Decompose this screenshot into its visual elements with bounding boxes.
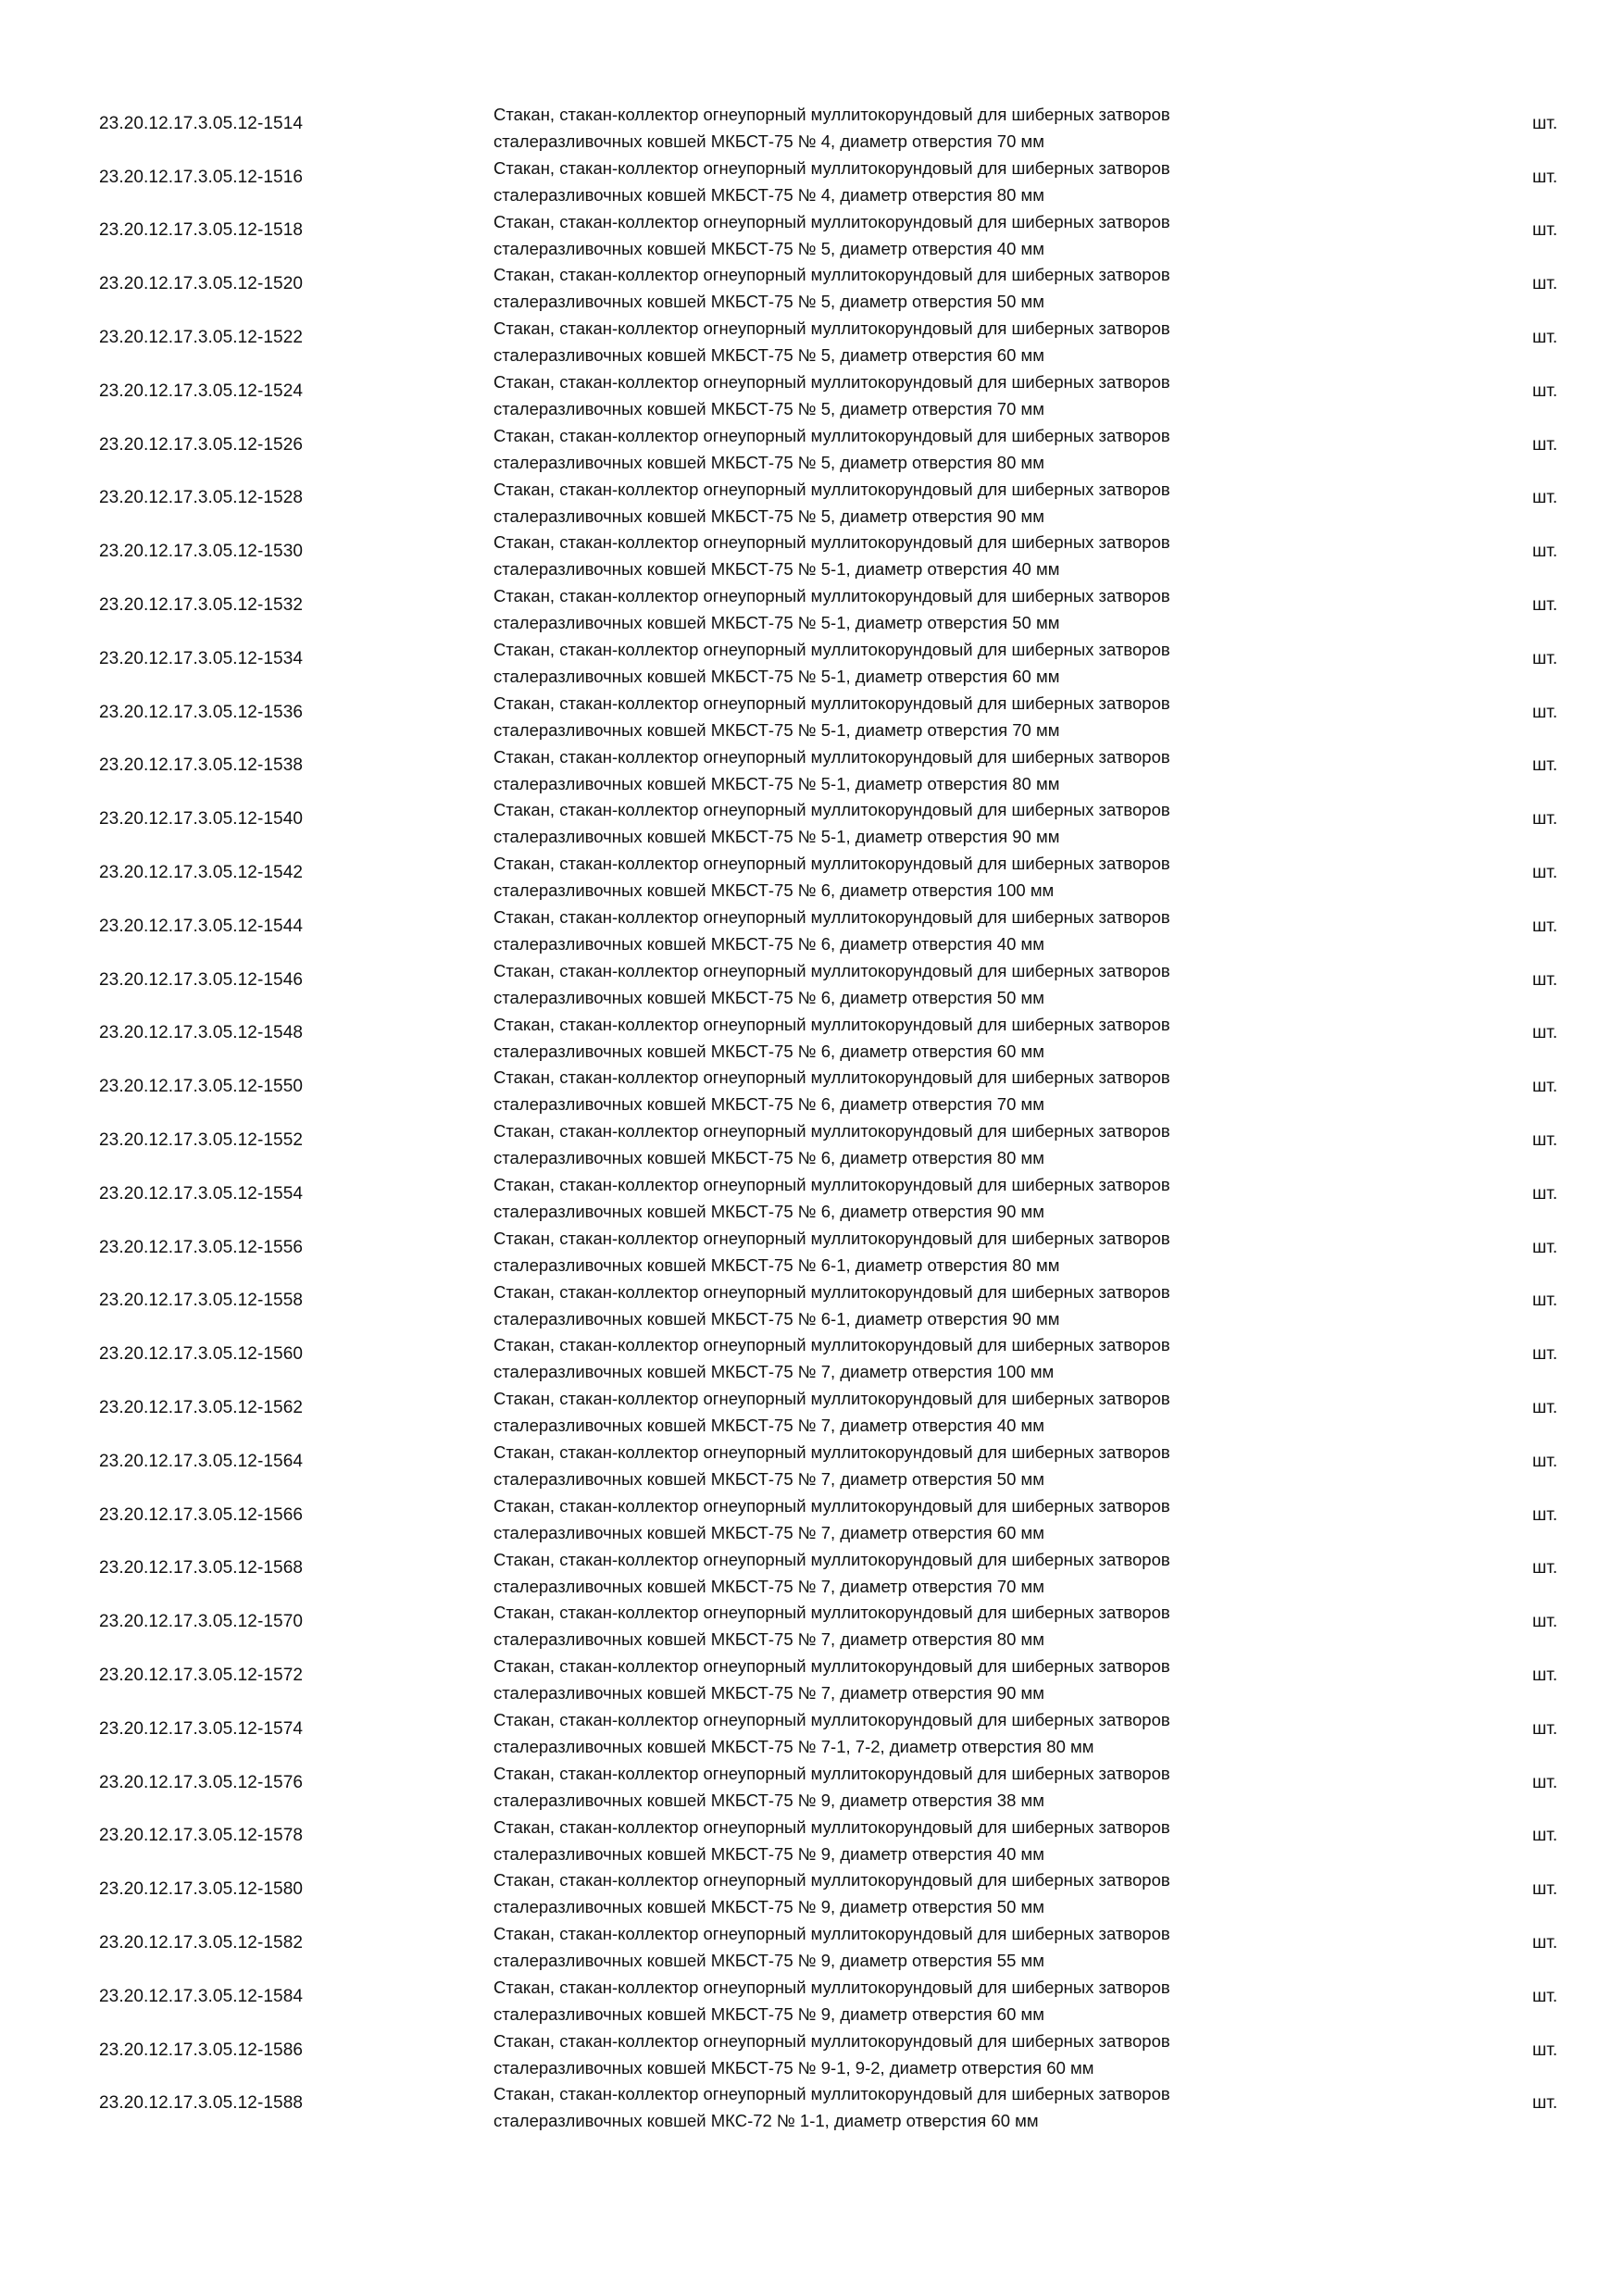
description-line-2: сталеразливочных ковшей МКБСТ-75 № 5-1, диаметр отверстия 50 мм — [493, 613, 1060, 633]
unit-of-measure: шт. — [1532, 1504, 1558, 1525]
resource-code: 23.20.12.17.3.05.12-1580 — [99, 1879, 304, 1900]
resource-code: 23.20.12.17.3.05.12-1572 — [99, 1666, 304, 1685]
resource-description — [493, 261, 1364, 315]
resource-code: 23.20.12.17.3.05.12-1526 — [99, 434, 304, 455]
unit-of-measure: шт. — [1532, 1932, 1558, 1953]
unit-of-measure: шт. — [1532, 167, 1558, 187]
description-line-1: Стакан, стакан-коллектор огнеупорный муллитокорундовый для шиберных затворов — [493, 1709, 1170, 1729]
description-line-2: сталеразливочных ковшей МКБСТ-75 № 7, диаметр отверстия 70 мм — [493, 1576, 1044, 1596]
description-line-1: Стакан, стакан-коллектор огнеупорный муллитокорундовый для шиберных затворов — [493, 105, 1170, 124]
resource-description — [493, 1866, 1364, 1920]
unit-of-measure: шт. — [1532, 274, 1558, 294]
unit-of-measure: шт. — [1532, 755, 1558, 776]
table-row — [0, 525, 1624, 579]
description-line-2: сталеразливочных ковшей МКБСТ-75 № 6, диаметр отверстия 60 мм — [493, 1041, 1044, 1061]
resource-code: 23.20.12.17.3.05.12-1576 — [99, 1772, 304, 1792]
resource-description — [493, 1064, 1364, 1117]
resource-description — [493, 2028, 1364, 2081]
resource-code: 23.20.12.17.3.05.12-1528 — [99, 488, 304, 508]
table-row — [0, 1489, 1624, 1542]
resource-code: 23.20.12.17.3.05.12-1550 — [99, 1077, 304, 1097]
resource-description — [493, 1599, 1364, 1653]
resource-code: 23.20.12.17.3.05.12-1546 — [99, 969, 304, 990]
unit-of-measure: шт. — [1532, 809, 1558, 830]
table-row — [0, 257, 1624, 311]
description-line-1: Стакан, стакан-коллектор огнеупорный муллитокорундовый для шиберных затворов — [493, 1763, 1170, 1783]
description-line-2: сталеразливочных ковшей МКБСТ-75 № 6, диаметр отверстия 40 мм — [493, 933, 1044, 954]
resource-code: 23.20.12.17.3.05.12-1570 — [99, 1612, 304, 1632]
description-line-1: Стакан, стакан-коллектор огнеупорный муллитокорундовый для шиберных затворов — [493, 157, 1170, 178]
table-row — [0, 472, 1624, 526]
description-line-2: сталеразливочных ковшей МКБСТ-75 № 7, диаметр отверстия 80 мм — [493, 1629, 1044, 1650]
description-line-2: сталеразливочных ковшей МКБСТ-75 № 5, диаметр отверстия 40 мм — [493, 238, 1044, 258]
description-line-2: сталеразливочных ковшей МКБСТ-75 № 9, диаметр отверстия 55 мм — [493, 1951, 1044, 1971]
resource-description — [493, 208, 1364, 262]
resource-description — [493, 476, 1364, 530]
description-line-1: Стакан, стакан-коллектор огнеупорный муллитокорундовый для шиберных затворов — [493, 1389, 1170, 1409]
description-line-1: Стакан, стакан-коллектор огнеупорный муллитокорундовый для шиберных затворов — [493, 800, 1170, 820]
resource-code: 23.20.12.17.3.05.12-1578 — [99, 1826, 304, 1846]
description-line-1: Стакан, стакан-коллектор огнеупорный муллитокорундовый для шиберных затворов — [493, 1441, 1170, 1462]
table-row — [0, 954, 1624, 1007]
resource-description — [493, 957, 1364, 1011]
description-line-1: Стакан, стакан-коллектор огнеупорный муллитокорундовый для шиберных затворов — [493, 639, 1170, 659]
resource-code: 23.20.12.17.3.05.12-1566 — [99, 1504, 304, 1525]
resource-code: 23.20.12.17.3.05.12-1558 — [99, 1291, 304, 1311]
description-line-2: сталеразливочных ковшей МКБСТ-75 № 5-1, диаметр отверстия 40 мм — [493, 559, 1060, 580]
table-row — [0, 365, 1624, 418]
description-line-2: сталеразливочных ковшей МКБСТ-75 № 6, диаметр отверстия 70 мм — [493, 1094, 1044, 1115]
resource-code: 23.20.12.17.3.05.12-1554 — [99, 1183, 304, 1204]
table-row — [0, 1703, 1624, 1756]
unit-of-measure: шт. — [1532, 2040, 1558, 2060]
resource-description — [493, 1279, 1364, 1332]
description-line-2: сталеразливочных ковшей МКБСТ-75 № 7, диаметр отверстия 100 мм — [493, 1362, 1055, 1382]
resource-code: 23.20.12.17.3.05.12-1564 — [99, 1451, 304, 1471]
resource-code: 23.20.12.17.3.05.12-1556 — [99, 1237, 304, 1257]
description-line-1: Стакан, стакан-коллектор огнеупорный муллитокорундовый для шиберных затворов — [493, 1870, 1170, 1890]
description-line-1: Стакан, стакан-коллектор огнеупорный муллитокорундовый для шиберных затворов — [493, 960, 1170, 980]
resource-description — [493, 1492, 1364, 1546]
table-row — [0, 1863, 1624, 1916]
description-line-1: Стакан, стакан-коллектор огнеупорный муллитокорундовый для шиберных затворов — [493, 746, 1170, 767]
description-line-2: сталеразливочных ковшей МКБСТ-75 № 9, диаметр отверстия 40 мм — [493, 1843, 1044, 1864]
resource-description — [493, 529, 1364, 582]
resource-description — [493, 904, 1364, 957]
resource-description — [493, 1814, 1364, 1867]
table-row — [0, 1595, 1624, 1649]
unit-of-measure: шт. — [1532, 1291, 1558, 1311]
description-line-1: Стакан, стакан-коллектор огнеупорный муллитокорундовый для шиберных затворов — [493, 854, 1170, 874]
resource-description — [493, 1439, 1364, 1492]
resource-description — [493, 422, 1364, 476]
resource-code: 23.20.12.17.3.05.12-1584 — [99, 1986, 304, 2006]
unit-of-measure: шт. — [1532, 1130, 1558, 1151]
resource-description — [493, 1171, 1364, 1225]
resource-code: 23.20.12.17.3.05.12-1588 — [99, 2093, 304, 2114]
description-line-1: Стакан, стакан-коллектор огнеупорный муллитокорундовый для шиберных затворов — [493, 1228, 1170, 1248]
resource-code: 23.20.12.17.3.05.12-1536 — [99, 702, 304, 722]
description-line-1: Стакан, стакан-коллектор огнеупорный муллитокорундовый для шиберных затворов — [493, 1067, 1170, 1088]
unit-of-measure: шт. — [1532, 1344, 1558, 1365]
table-row — [0, 2077, 1624, 2130]
table-row — [0, 1060, 1624, 1114]
resource-code: 23.20.12.17.3.05.12-1518 — [99, 220, 304, 241]
description-line-1: Стакан, стакан-коллектор огнеупорный муллитокорундовый для шиберных затворов — [493, 2084, 1170, 2104]
unit-of-measure: шт. — [1532, 542, 1558, 562]
description-line-1: Стакан, стакан-коллектор огнеупорный муллитокорундовый для шиберных затворов — [493, 318, 1170, 339]
resource-description — [493, 1331, 1364, 1385]
description-line-2: сталеразливочных ковшей МКБСТ-75 № 5, диаметр отверстия 90 мм — [493, 505, 1044, 526]
unit-of-measure: шт. — [1532, 1558, 1558, 1578]
resource-code: 23.20.12.17.3.05.12-1568 — [99, 1558, 304, 1578]
description-line-1: Стакан, стакан-коллектор огнеупорный муллитокорундовый для шиберных затворов — [493, 1495, 1170, 1516]
unit-of-measure: шт. — [1532, 1398, 1558, 1418]
unit-of-measure: шт. — [1532, 1879, 1558, 1900]
description-line-1: Стакан, стакан-коллектор огнеупорный муллитокорундовый для шиберных затворов — [493, 693, 1170, 713]
table-row — [0, 740, 1624, 793]
unit-of-measure: шт. — [1532, 1183, 1558, 1204]
description-line-1: Стакан, стакан-коллектор огнеупорный муллитокорундовый для шиберных затворов — [493, 906, 1170, 927]
resource-code: 23.20.12.17.3.05.12-1514 — [99, 113, 304, 133]
unit-of-measure: шт. — [1532, 702, 1558, 722]
description-line-2: сталеразливочных ковшей МКБСТ-75 № 6, диаметр отверстия 100 мм — [493, 880, 1055, 901]
description-line-1: Стакан, стакан-коллектор огнеупорный муллитокорундовый для шиберных затворов — [493, 1549, 1170, 1569]
description-line-2: сталеразливочных ковшей МКС-72 № 1-1, диаметр отверстия 60 мм — [493, 2111, 1039, 2131]
unit-of-measure: шт. — [1532, 1451, 1558, 1471]
table-row — [0, 1007, 1624, 1061]
description-line-2: сталеразливочных ковшей МКБСТ-75 № 4, диаметр отверстия 80 мм — [493, 184, 1044, 205]
resource-description — [493, 582, 1364, 636]
description-line-2: сталеразливочных ковшей МКБСТ-75 № 5-1, диаметр отверстия 90 мм — [493, 827, 1060, 847]
description-line-2: сталеразливочных ковшей МКБСТ-75 № 6, диаметр отверстия 80 мм — [493, 1148, 1044, 1168]
table-row — [0, 1381, 1624, 1435]
description-line-1: Стакан, стакан-коллектор огнеупорный муллитокорундовый для шиберных затворов — [493, 425, 1170, 445]
resource-description — [493, 636, 1364, 690]
unit-of-measure: шт. — [1532, 488, 1558, 508]
unit-of-measure: шт. — [1532, 595, 1558, 616]
resource-code: 23.20.12.17.3.05.12-1534 — [99, 648, 304, 668]
description-line-1: Стакан, стакан-коллектор огнеупорный муллитокорундовый для шиберных затворов — [493, 265, 1170, 285]
table-row — [0, 1756, 1624, 1810]
resource-code: 23.20.12.17.3.05.12-1540 — [99, 809, 304, 830]
resource-description — [493, 368, 1364, 422]
resource-description — [493, 743, 1364, 797]
unit-of-measure: шт. — [1532, 1826, 1558, 1846]
description-line-2: сталеразливочных ковшей МКБСТ-75 № 5, диаметр отверстия 50 мм — [493, 292, 1044, 312]
resource-description — [493, 1385, 1364, 1439]
description-line-2: сталеразливочных ковшей МКБСТ-75 № 5-1, диаметр отверстия 80 мм — [493, 773, 1060, 793]
table-row — [0, 151, 1624, 205]
resource-description — [493, 315, 1364, 368]
resource-code: 23.20.12.17.3.05.12-1532 — [99, 595, 304, 616]
table-row — [0, 418, 1624, 472]
table-row — [0, 900, 1624, 954]
resource-description — [493, 796, 1364, 850]
description-line-1: Стакан, стакан-коллектор огнеупорный муллитокорундовый для шиберных затворов — [493, 2030, 1170, 2051]
description-line-2: сталеразливочных ковшей МКБСТ-75 № 9, диаметр отверстия 38 мм — [493, 1790, 1044, 1810]
unit-of-measure: шт. — [1532, 916, 1558, 936]
resource-code: 23.20.12.17.3.05.12-1574 — [99, 1718, 304, 1739]
resource-description — [493, 155, 1364, 208]
table-row — [0, 2024, 1624, 2078]
table-row — [0, 1114, 1624, 1167]
resource-description — [493, 850, 1364, 904]
description-line-2: сталеразливочных ковшей МКБСТ-75 № 5-1, диаметр отверстия 70 мм — [493, 719, 1060, 740]
description-line-1: Стакан, стакан-коллектор огнеупорный муллитокорундовый для шиберных затворов — [493, 1656, 1170, 1677]
resource-description — [493, 1117, 1364, 1171]
table-row — [0, 579, 1624, 632]
description-line-1: Стакан, стакан-коллектор огнеупорный муллитокорундовый для шиберных затворов — [493, 1977, 1170, 1997]
table-row — [0, 1970, 1624, 2024]
description-line-1: Стакан, стакан-коллектор огнеупорный муллитокорундовый для шиберных затворов — [493, 1924, 1170, 1944]
description-line-2: сталеразливочных ковшей МКБСТ-75 № 9, диаметр отверстия 60 мм — [493, 2003, 1044, 2024]
table-row — [0, 1221, 1624, 1275]
table-row — [0, 632, 1624, 686]
resource-code: 23.20.12.17.3.05.12-1516 — [99, 167, 304, 187]
table-row — [0, 1275, 1624, 1329]
description-line-2: сталеразливочных ковшей МКБСТ-75 № 6-1, диаметр отверстия 90 мм — [493, 1308, 1060, 1329]
resource-description — [493, 1706, 1364, 1760]
description-line-1: Стакан, стакан-коллектор огнеупорный муллитокорундовый для шиберных затворов — [493, 1603, 1170, 1623]
table-row — [0, 1542, 1624, 1596]
unit-of-measure: шт. — [1532, 381, 1558, 401]
description-line-1: Стакан, стакан-коллектор огнеупорный муллитокорундовый для шиберных затворов — [493, 479, 1170, 499]
description-line-2: сталеразливочных ковшей МКБСТ-75 № 6, диаметр отверстия 90 мм — [493, 1201, 1044, 1221]
table-row — [0, 686, 1624, 740]
resource-description — [493, 1225, 1364, 1279]
description-line-2: сталеразливочных ковшей МКБСТ-75 № 9, диаметр отверстия 50 мм — [493, 1897, 1044, 1917]
resource-code: 23.20.12.17.3.05.12-1522 — [99, 328, 304, 348]
table-row — [0, 97, 1624, 151]
resource-code: 23.20.12.17.3.05.12-1524 — [99, 381, 304, 401]
table-row — [0, 792, 1624, 846]
unit-of-measure: шт. — [1532, 328, 1558, 348]
unit-of-measure: шт. — [1532, 220, 1558, 241]
resource-code: 23.20.12.17.3.05.12-1548 — [99, 1023, 304, 1043]
description-line-1: Стакан, стакан-коллектор огнеупорный муллитокорундовый для шиберных затворов — [493, 1014, 1170, 1034]
resource-code: 23.20.12.17.3.05.12-1582 — [99, 1932, 304, 1953]
unit-of-measure: шт. — [1532, 1718, 1558, 1739]
unit-of-measure: шт. — [1532, 1237, 1558, 1257]
description-line-1: Стакан, стакан-коллектор огнеупорный муллитокорундовый для шиберных затворов — [493, 1816, 1170, 1837]
description-line-1: Стакан, стакан-коллектор огнеупорный муллитокорундовый для шиберных затворов — [493, 211, 1170, 231]
description-line-2: сталеразливочных ковшей МКБСТ-75 № 7, диаметр отверстия 50 мм — [493, 1468, 1044, 1489]
unit-of-measure: шт. — [1532, 969, 1558, 990]
table-row — [0, 1435, 1624, 1489]
resource-code: 23.20.12.17.3.05.12-1562 — [99, 1398, 304, 1418]
resource-code: 23.20.12.17.3.05.12-1520 — [99, 274, 304, 294]
description-line-2: сталеразливочных ковшей МКБСТ-75 № 5-1, диаметр отверстия 60 мм — [493, 666, 1060, 686]
unit-of-measure: шт. — [1532, 1612, 1558, 1632]
resource-code: 23.20.12.17.3.05.12-1586 — [99, 2040, 304, 2060]
unit-of-measure: шт. — [1532, 1666, 1558, 1685]
description-line-1: Стакан, стакан-коллектор огнеупорный муллитокорундовый для шиберных затворов — [493, 1281, 1170, 1302]
description-line-2: сталеразливочных ковшей МКБСТ-75 № 7-1, 7-2, диаметр отверстия 80 мм — [493, 1736, 1094, 1756]
description-line-1: Стакан, стакан-коллектор огнеупорный муллитокорундовый для шиберных затворов — [493, 1335, 1170, 1355]
resource-description — [493, 690, 1364, 743]
resource-description — [493, 1653, 1364, 1706]
unit-of-measure: шт. — [1532, 113, 1558, 133]
resource-description — [493, 1011, 1364, 1065]
unit-of-measure: шт. — [1532, 1986, 1558, 2006]
description-line-1: Стакан, стакан-коллектор огнеупорный муллитокорундовый для шиберных затворов — [493, 371, 1170, 392]
unit-of-measure: шт. — [1532, 1077, 1558, 1097]
description-line-2: сталеразливочных ковшей МКБСТ-75 № 7, диаметр отверстия 90 мм — [493, 1683, 1044, 1703]
resource-description — [493, 1920, 1364, 1974]
resource-description — [493, 1546, 1364, 1600]
table-row — [0, 1167, 1624, 1221]
description-line-2: сталеразливочных ковшей МКБСТ-75 № 7, диаметр отверстия 60 мм — [493, 1522, 1044, 1542]
description-line-2: сталеразливочных ковшей МКБСТ-75 № 6-1, диаметр отверстия 80 мм — [493, 1254, 1060, 1275]
table-row — [0, 846, 1624, 900]
table-row — [0, 1916, 1624, 1970]
table-row — [0, 1810, 1624, 1864]
resource-code: 23.20.12.17.3.05.12-1538 — [99, 755, 304, 776]
description-line-2: сталеразливочных ковшей МКБСТ-75 № 7, диаметр отверстия 40 мм — [493, 1416, 1044, 1436]
description-line-1: Стакан, стакан-коллектор огнеупорный муллитокорундовый для шиберных затворов — [493, 1174, 1170, 1194]
unit-of-measure: шт. — [1532, 1772, 1558, 1792]
resource-code: 23.20.12.17.3.05.12-1560 — [99, 1344, 304, 1365]
unit-of-measure: шт. — [1532, 1023, 1558, 1043]
description-line-2: сталеразливочных ковшей МКБСТ-75 № 5, диаметр отверстия 80 мм — [493, 452, 1044, 472]
resource-code: 23.20.12.17.3.05.12-1542 — [99, 863, 304, 883]
description-line-2: сталеразливочных ковшей МКБСТ-75 № 5, диаметр отверстия 70 мм — [493, 398, 1044, 418]
resource-code: 23.20.12.17.3.05.12-1552 — [99, 1130, 304, 1151]
resource-description — [493, 101, 1364, 155]
resource-code: 23.20.12.17.3.05.12-1530 — [99, 542, 304, 562]
description-line-1: Стакан, стакан-коллектор огнеупорный муллитокорундовый для шиберных затворов — [493, 532, 1170, 553]
description-line-2: сталеразливочных ковшей МКБСТ-75 № 4, диаметр отверстия 70 мм — [493, 131, 1044, 151]
resource-description — [493, 2080, 1364, 2134]
unit-of-measure: шт. — [1532, 434, 1558, 455]
resource-code: 23.20.12.17.3.05.12-1544 — [99, 916, 304, 936]
table-row — [0, 205, 1624, 258]
unit-of-measure: шт. — [1532, 648, 1558, 668]
table-row — [0, 1649, 1624, 1703]
table-row — [0, 1328, 1624, 1381]
resource-description — [493, 1974, 1364, 2028]
description-line-1: Стакан, стакан-коллектор огнеупорный муллитокорундовый для шиберных затворов — [493, 1121, 1170, 1142]
price-list-table — [0, 97, 1624, 2130]
table-row — [0, 311, 1624, 365]
resource-description — [493, 1760, 1364, 1814]
unit-of-measure: шт. — [1532, 863, 1558, 883]
description-line-2: сталеразливочных ковшей МКБСТ-75 № 9-1, 9-2, диаметр отверстия 60 мм — [493, 2057, 1094, 2078]
description-line-2: сталеразливочных ковшей МКБСТ-75 № 6, диаметр отверстия 50 мм — [493, 987, 1044, 1007]
description-line-1: Стакан, стакан-коллектор огнеупорный муллитокорундовый для шиберных затворов — [493, 586, 1170, 606]
description-line-2: сталеразливочных ковшей МКБСТ-75 № 5, диаметр отверстия 60 мм — [493, 345, 1044, 366]
unit-of-measure: шт. — [1532, 2093, 1558, 2114]
